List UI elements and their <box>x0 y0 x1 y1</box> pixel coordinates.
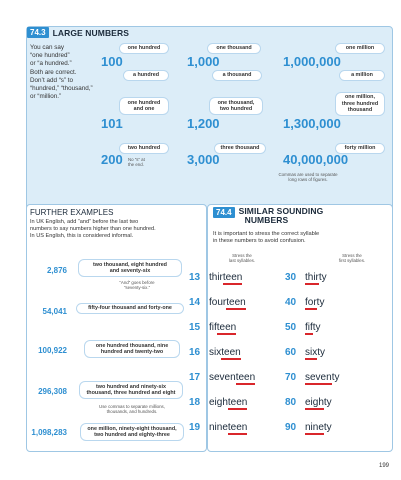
stressed-syllable: eigh <box>305 397 324 408</box>
stressed-syllable: teen <box>235 372 256 383</box>
word-bubble: a million <box>339 70 385 81</box>
word-bubble: one thousand <box>207 43 261 54</box>
no-s-note: No “s” at the end. <box>128 157 145 168</box>
ty-number: 80 <box>285 397 297 408</box>
word-bubble: forty million <box>335 143 385 154</box>
big-number: 1,300,000 <box>283 116 341 131</box>
teen-number: 16 <box>189 347 201 358</box>
example-bubble: two thousand, eight hundred and seventy-six <box>78 259 182 277</box>
big-number: 200 <box>101 152 123 167</box>
example-bubble: fifty-four thousand and forty-one <box>76 303 184 314</box>
word-bubble: two hundred <box>119 143 169 154</box>
ty-word: forty <box>305 297 325 308</box>
example-number: 2,876 <box>46 266 67 275</box>
stressed-syllable: six <box>305 347 318 358</box>
number-pair-row <box>189 347 325 358</box>
example-bubble: two hundred and ninety-six thousand, three hundred and eight <box>79 381 183 399</box>
number-pair-row <box>189 372 339 383</box>
ty-number: 60 <box>285 347 297 358</box>
ty-word: sixty <box>305 347 326 358</box>
teen-word: thirteen <box>209 272 243 283</box>
ty-number: 30 <box>285 272 297 283</box>
big-number: 3,000 <box>187 152 220 167</box>
big-number: 1,000 <box>187 54 220 69</box>
stressed-syllable: nine <box>305 422 324 433</box>
teen-number: 18 <box>189 397 201 408</box>
word-bubble: one million, three hundred thousand <box>335 92 385 116</box>
stressed-syllable: teen <box>227 422 248 433</box>
word-bubble: one thousand, two hundred <box>209 97 263 115</box>
teen-number: 17 <box>189 372 201 383</box>
teen-word: eighteen <box>209 397 248 408</box>
example-bubble: one hundred thousand, nine hundred and twenty-two <box>84 340 180 358</box>
stressed-syllable: for <box>305 297 317 308</box>
further-examples-intro: In UK English, add “and” before the last two numbers to say numbers higher than one hundred. In US English, this is considered informal. <box>30 219 156 240</box>
word-bubble: a thousand <box>212 70 262 81</box>
further-examples-title: FURTHER EXAMPLES <box>30 208 114 217</box>
section-title: SIMILAR SOUNDING NUMBERS <box>238 206 324 225</box>
number-pair-row <box>189 397 332 408</box>
ty-word: thirty <box>305 272 327 283</box>
teen-word: fifteen <box>209 322 237 333</box>
example-bubble: one million, ninety-eight thousand, two hundred and eighty-three <box>80 423 184 441</box>
stress-last-note: Stress the last syllables. <box>228 253 256 264</box>
teen-number: 14 <box>189 297 201 308</box>
teen-word: sixteen <box>209 347 241 358</box>
stressed-syllable: teen <box>222 272 243 283</box>
stressed-syllable: thir <box>305 272 319 283</box>
section-744-header <box>213 207 323 225</box>
teen-word: seventeen <box>209 372 256 383</box>
number-pair-row <box>189 297 324 308</box>
stressed-syllable: teen <box>226 297 246 308</box>
ty-word: seventy <box>305 372 340 383</box>
number-pair-row <box>189 322 321 333</box>
word-bubble: one hundred <box>119 43 169 54</box>
big-number: 100 <box>101 54 123 69</box>
section-743-header <box>27 27 129 38</box>
example-number: 296,308 <box>38 387 67 396</box>
stressed-syllable: teen <box>216 322 237 333</box>
section-title: LARGE NUMBERS <box>52 27 129 38</box>
stressed-syllable: teen <box>221 347 241 358</box>
commas-note: Commas are used to separate long rows of figures. <box>278 172 338 183</box>
teen-word: nineteen <box>209 422 248 433</box>
page-number: 199 <box>378 463 389 469</box>
ty-word: ninety <box>305 422 332 433</box>
ty-word: fifty <box>305 322 321 333</box>
teen-number: 13 <box>189 272 201 283</box>
ty-number: 70 <box>285 372 297 383</box>
word-bubble: a hundred <box>123 70 169 81</box>
big-number: 1,000,000 <box>283 54 341 69</box>
stressed-syllable: teen <box>227 397 248 408</box>
large-numbers-intro: You can say “one hundred” or “a hundred.” Both are correct. Don’t add “s” to “hundred,” “thousand,” or “million.” <box>30 44 93 101</box>
section-number: 74.4 <box>213 207 235 218</box>
teen-number: 19 <box>189 422 201 433</box>
stress-first-note: Stress the first syllables. <box>338 253 366 264</box>
commas-note: Use commas to separate millions, thousands, and hundreds. <box>99 404 165 415</box>
section-number: 74.3 <box>27 27 49 38</box>
example-number: 1,098,283 <box>31 428 67 437</box>
big-number: 101 <box>101 116 123 131</box>
stressed-syllable: fif <box>305 322 313 333</box>
word-bubble: three thousand <box>214 143 266 154</box>
example-number: 100,922 <box>38 346 67 355</box>
big-number: 1,200 <box>187 116 220 131</box>
ty-number: 90 <box>285 422 297 433</box>
teen-number: 15 <box>189 322 201 333</box>
ty-number: 40 <box>285 297 297 308</box>
big-number: 40,000,000 <box>283 152 349 167</box>
stressed-syllable: seven <box>305 372 332 383</box>
number-pair-row <box>189 272 327 283</box>
ty-word: eighty <box>305 397 332 408</box>
and-note: “And” goes before “seventy-six.” <box>119 280 155 291</box>
number-pair-row <box>189 422 332 433</box>
example-number: 54,041 <box>42 307 67 316</box>
word-bubble: one hundred and one <box>119 97 169 115</box>
teen-word: fourteen <box>209 297 246 308</box>
ty-number: 50 <box>285 322 297 333</box>
word-bubble: one million <box>335 43 385 54</box>
similar-numbers-intro: It is important to stress the correct syllable in these numbers to avoid confusion. <box>213 231 320 245</box>
